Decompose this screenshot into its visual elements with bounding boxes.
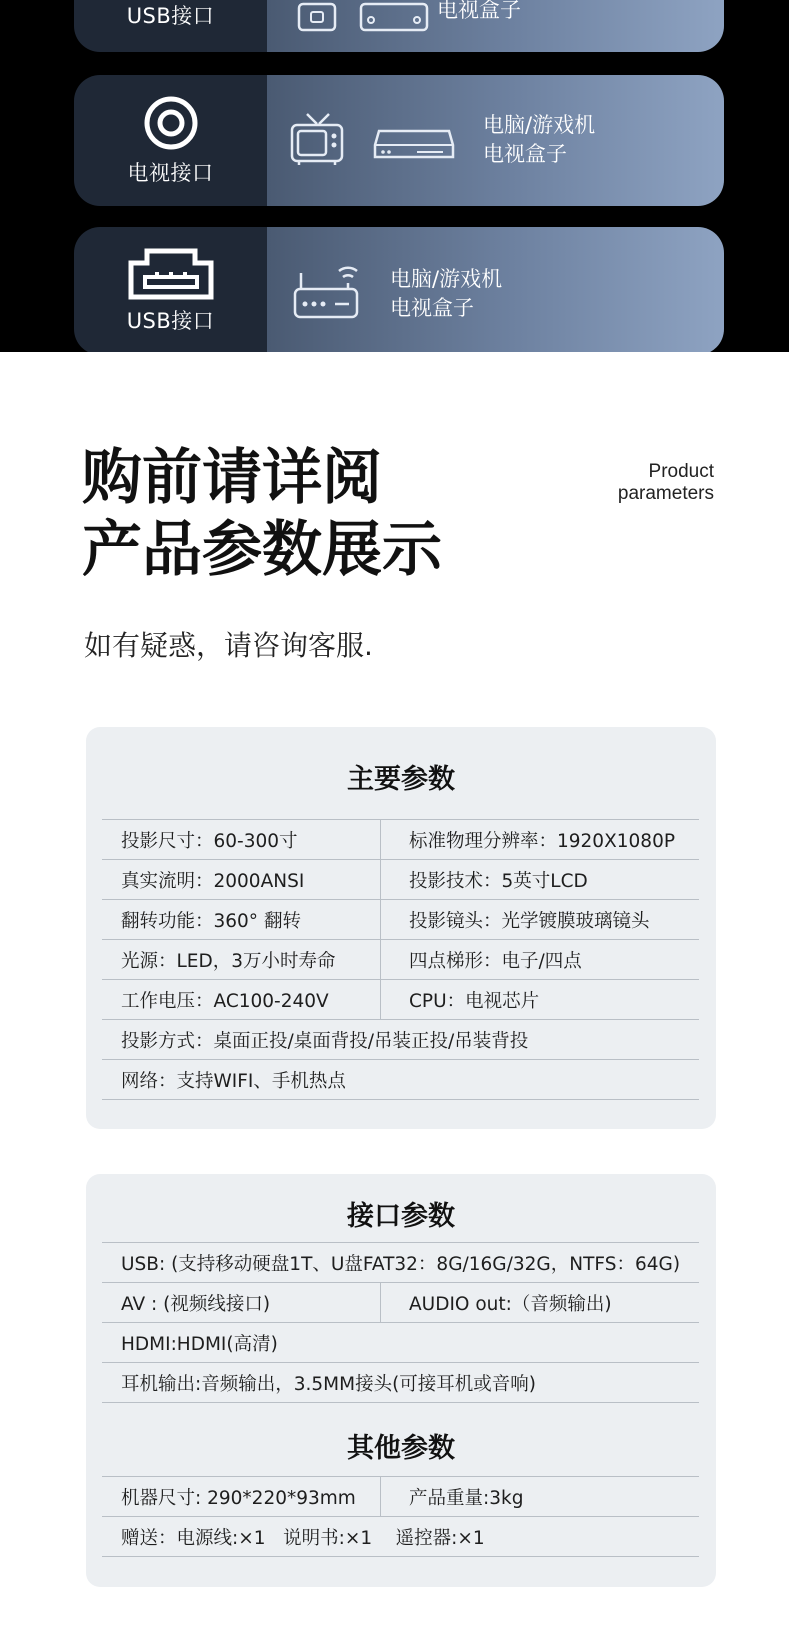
other-params-title: 其他参数 [347, 1433, 455, 1464]
table-cell: 翻转功能：360° 翻转 [102, 900, 381, 939]
device-text-line: 电视盒子 [483, 142, 567, 166]
table-row [102, 1477, 699, 1517]
device-box-icon [297, 2, 337, 32]
device-text [483, 111, 595, 169]
table-cell: 耳机输出:音频输出，3.5MM接头(可接耳机或音响) [121, 1373, 537, 1395]
device-text-line: 电脑/游戏机 [483, 113, 596, 137]
device-text [390, 265, 502, 323]
device-text-line: 电脑/游戏机 [390, 267, 503, 291]
page-title [82, 442, 442, 586]
title-line-2: 产品参数展示 [82, 515, 442, 585]
port-card-right [267, 75, 724, 206]
table-cell: 标准物理分辨率：1920X1080P [409, 830, 675, 852]
table-cell: CPU：电视芯片 [409, 990, 540, 1012]
port-label: 电视接口 [127, 160, 214, 185]
port-card-usb [74, 227, 724, 352]
table-cell: AV : (视频线接口) [102, 1283, 381, 1322]
table-row [102, 900, 699, 940]
table-cell: 投影镜头：光学镀膜玻璃镜头 [409, 910, 650, 932]
table-row [102, 1283, 699, 1323]
table-cell: 四点梯形：电子/四点 [409, 950, 582, 972]
table-cell: 真实流明：2000ANSI [102, 860, 381, 899]
tv-icon [289, 111, 345, 167]
other-params-table [102, 1476, 699, 1557]
english-subtitle-line-2: parameters [617, 483, 714, 504]
port-card-usb-top [74, 0, 724, 52]
port-card-left [74, 0, 267, 52]
interface-params-table [102, 1242, 699, 1403]
port-showcase [0, 0, 789, 352]
title-line-1: 购前请详阅 [82, 443, 382, 513]
usb-port-icon [127, 247, 215, 301]
interface-params-title: 接口参数 [347, 1201, 455, 1232]
table-cell: AUDIO out:（音频输出) [409, 1293, 612, 1315]
english-subtitle-line-1: Product [648, 461, 714, 482]
consult-note: 如有疑惑，请咨询客服. [84, 629, 373, 662]
table-cell: USB: (支持移动硬盘1T、U盘FAT32：8G/16G/32G，NTFS：64G) [121, 1253, 681, 1275]
port-card-left [74, 75, 267, 206]
set-top-box-icon [359, 2, 429, 32]
router-icon [293, 261, 363, 321]
table-cell: 赠送：电源线:×1 说明书:×1 遥控器:×1 [121, 1527, 485, 1549]
table-row [102, 1243, 699, 1283]
table-row [102, 820, 699, 860]
port-card-tv [74, 75, 724, 206]
table-cell: 投影方式：桌面正投/桌面背投/吊装正投/吊装背投 [121, 1030, 529, 1052]
table-row [102, 1323, 699, 1363]
port-card-left [74, 227, 267, 352]
table-row [102, 860, 699, 900]
table-cell: 工作电压：AC100-240V [102, 980, 381, 1019]
table-cell: HDMI:HDMI(高清) [121, 1333, 278, 1355]
table-cell: 产品重量:3kg [409, 1487, 524, 1509]
interface-params-panel [86, 1174, 716, 1587]
device-text [437, 0, 521, 25]
table-row [102, 980, 699, 1020]
english-subtitle [618, 461, 714, 505]
table-cell: 投影尺寸：60-300寸 [102, 820, 381, 859]
table-cell: 机器尺寸: 290*220*93mm [102, 1477, 381, 1516]
table-row [102, 940, 699, 980]
port-card-right [267, 0, 724, 52]
table-row [102, 1363, 699, 1403]
dvd-player-icon [373, 127, 455, 161]
table-row [102, 1020, 699, 1060]
port-label: USB接口 [126, 4, 215, 28]
port-card-right [267, 227, 724, 352]
table-row [102, 1517, 699, 1557]
main-params-panel [86, 727, 716, 1129]
main-params-table [102, 819, 699, 1100]
table-cell: 投影技术：5英寸LCD [409, 870, 588, 892]
table-cell: 网络：支持WIFI、手机热点 [121, 1070, 346, 1092]
port-label: USB接口 [126, 309, 215, 333]
tv-port-icon [143, 95, 199, 151]
table-row [102, 1060, 699, 1100]
table-cell: 光源：LED，3万小时寿命 [102, 940, 381, 979]
main-params-title: 主要参数 [347, 764, 455, 795]
device-text-line: 电视盒子 [390, 296, 474, 320]
device-text-line: 电视盒子 [437, 0, 521, 22]
